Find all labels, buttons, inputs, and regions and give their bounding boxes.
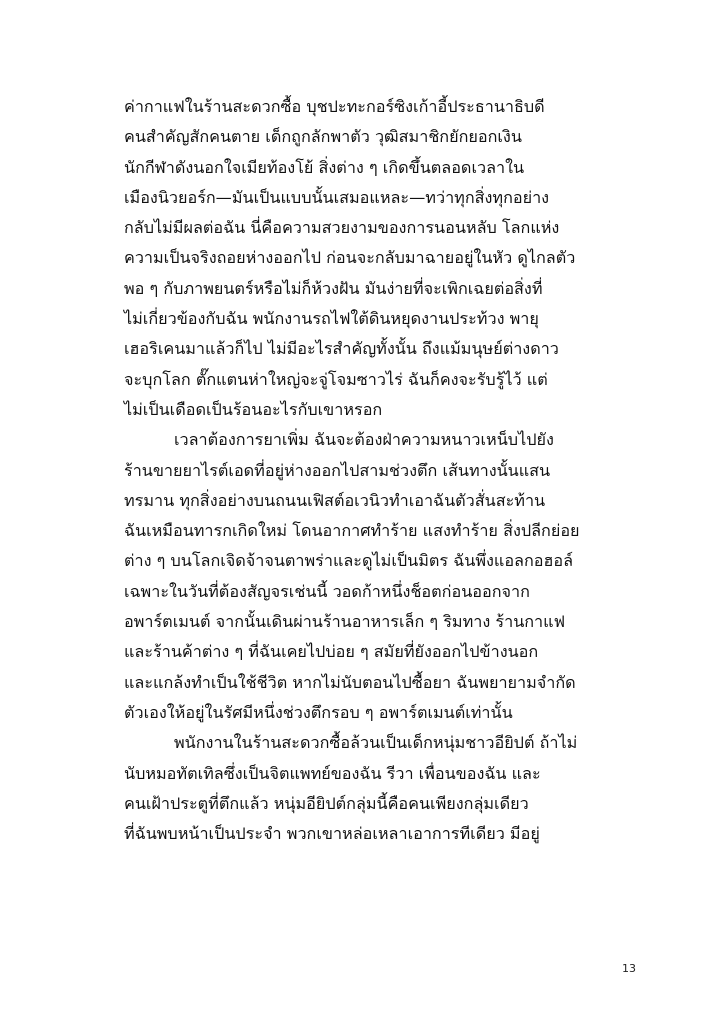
text-line: นับหมอทัตเทิลซึ่งเป็นจิตแพทย์ของฉัน รีวา เพื่อนของฉัน และ	[124, 763, 541, 783]
text-line: ร้านขายยาไรต์เอดที่อยู่ห่างออกไปสามช่วงตึก เส้นทางนั้นแสน	[124, 460, 551, 480]
text-line: ที่ฉันพบหน้าเป็นประจำ พวกเขาหล่อเหลาเอาการทีเดียว มีอยู่	[124, 824, 540, 844]
text-line: คนเฝ้าประตูที่ตึกแล้ว หนุ่มอียิปต์กลุ่มนี้คือคนเพียงกลุ่มเดียว	[124, 793, 529, 813]
text-line: พอ ๆ กับภาพยนตร์หรือไม่ก็ห้วงฝัน มันง่ายที่จะเพิกเฉยต่อสิ่งที่	[124, 278, 543, 298]
body-text	[124, 92, 632, 849]
text-line: กลับไม่มีผลต่อฉัน นี่คือความสวยงามของการนอนหลับ โลกแห่ง	[124, 218, 560, 238]
text-line: ฉันเหมือนทารกเกิดใหม่ โดนอากาศทำร้าย แสงทำร้าย สิ่งปลีกย่อย	[124, 521, 580, 541]
text-line: พนักงานในร้านสะดวกซื้อล้วนเป็นเด็กหนุ่มชาวอียิปต์ ถ้าไม่	[174, 733, 578, 753]
text-line: ต่าง ๆ บนโลกเจิดจ้าจนตาพร่าและดูไม่เป็นมิตร ฉันพึ่งแอลกอฮอล์	[124, 551, 574, 571]
text-line: ทรมาน ทุกสิ่งอย่างบนถนนเฟิสต์อเวนิวทำเอาฉันตัวสั่นสะท้าน	[124, 490, 546, 510]
text-line: คนสำคัญสักคนตาย เด็กถูกลักพาตัว วุฒิสมาชิกยักยอกเงิน	[124, 127, 522, 147]
text-line: ไม่เกี่ยวข้องกับฉัน พนักงานรถไฟใต้ดินหยุดงานประท้วง พายุ	[124, 309, 539, 329]
text-line: และร้านค้าต่าง ๆ ที่ฉันเคยไปบ่อย ๆ สมัยที่ยังออกไปข้างนอก	[124, 642, 539, 662]
text-line: เฉพาะในวันที่ต้องสัญจรเช่นนี้ วอดก้าหนึ่งช็อตก่อนออกจาก	[124, 581, 530, 601]
text-line: เวลาต้องการยาเพิ่ม ฉันจะต้องฝ่าความหนาวเหน็บไปยัง	[174, 430, 554, 450]
text-line: ตัวเองให้อยู่ในรัศมีหนึ่งช่วงตึกรอบ ๆ อพาร์ตเมนต์เท่านั้น	[124, 702, 513, 722]
text-line: เมืองนิวยอร์ก—มันเป็นแบบนั้นเสมอแหละ—ทว่าทุกสิ่งทุกอย่าง	[124, 187, 550, 207]
text-line: นักกีฬาดังนอกใจเมียท้องโย้ สิ่งต่าง ๆ เกิดขึ้นตลอดเวลาใน	[124, 157, 525, 177]
page-number: 13	[622, 962, 636, 975]
text-line: ความเป็นจริงถอยห่างออกไป ก่อนจะกลับมาฉายอยู่ในหัว ดูไกลตัว	[124, 248, 576, 268]
text-line: เฮอริเคนมาแล้วก็ไป ไม่มีอะไรสำคัญทั้งนั้น ถึงแม้มนุษย์ต่างดาว	[124, 339, 559, 359]
text-line: และแกล้งทำเป็นใช้ชีวิต หากไม่นับตอนไปซื้อยา ฉันพยายามจำกัด	[124, 672, 576, 692]
text-line: จะบุกโลก ตั๊กแตนห่าใหญ่จะจู่โจมซาวไร่ ฉันก็คงจะรับรู้ไว้ แต่	[124, 369, 548, 389]
text-line: ค่ากาแฟในร้านสะดวกซื้อ บุชปะทะกอร์ซิงเก้าอี้ประธานาธิบดี	[124, 97, 545, 116]
text-line: อพาร์ตเมนต์ จากนั้นเดินผ่านร้านอาหารเล็ก ๆ ริมทาง ร้านกาแฟ	[124, 612, 566, 632]
text-line: ไม่เป็นเดือดเป็นร้อนอะไรกับเขาหรอก	[124, 399, 383, 419]
